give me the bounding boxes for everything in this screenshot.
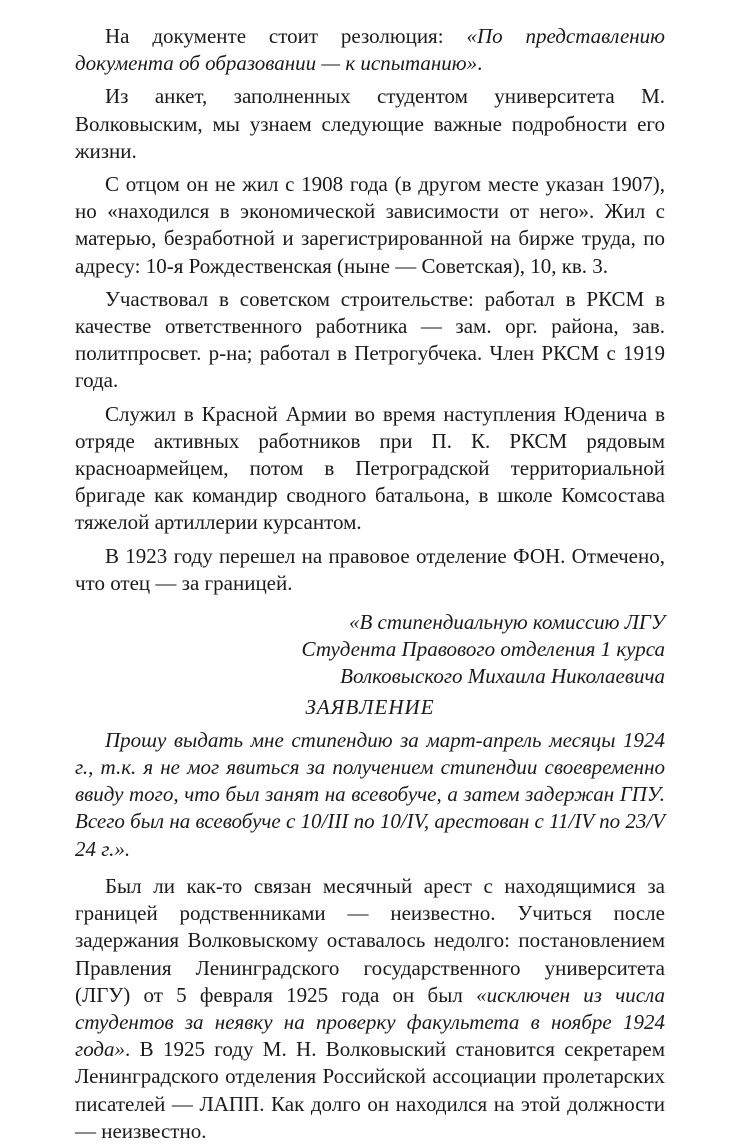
resolution-end: . xyxy=(477,51,483,76)
paragraph-resolution xyxy=(75,23,665,77)
paragraph-soviet-work: Участвовал в советском строительстве: работал в РКСМ в качестве ответственного работника — зам. орг. района, зав. политпросвет. р-на; работал в Петрогубчека. Член РКСМ с 1919 года. xyxy=(75,286,665,393)
address-line-2: Студента Правового отделения 1 курса xyxy=(301,637,665,662)
paragraph-law-department: В 1923 году перешел на правовое отделение ФОН. Отмечено, что отец — за границей. xyxy=(75,543,665,595)
resolution-quote: «По представлению документа об образовании — к испытанию» xyxy=(75,24,665,76)
statement-heading: ЗАЯВЛЕНИЕ xyxy=(305,694,435,719)
paragraph-questionnaire: Из анкет, заполненных студентом университета М. Волковыским, мы узнаем следующие важные подробности его жизни. xyxy=(75,84,665,163)
paragraph-red-army: Служил в Красной Армии во время наступления Юденича в отряде активных работников при П. К. РКСМ рядовым красноармейцем, потом в Петроградской территориальной бригаде как командир сводного батальона, в школе Комсостава тяжелой артиллерии курсантом. xyxy=(75,401,665,535)
paragraph-father: С отцом он не жил с 1908 года (в другом месте указан 1907), но «находился в экономической зависимости от него». Жил с матерью, безработной и зарегистрированной на бирже труда, по адресу: 10-я Рождественская (ныне — Советская), 10, кв. 3. xyxy=(75,172,665,278)
expulsion-quote: «исключен из числа студентов за неявку на проверку факультета в ноябре 1924 года» xyxy=(75,982,665,1062)
resolution-intro: На документе стоит резолюция: xyxy=(105,24,467,48)
paragraph-arrest-expulsion xyxy=(75,873,665,1145)
address-line-3: Волковыского Михаила Николаевича xyxy=(340,664,665,689)
expulsion-text-1: Был ли как-то связан месячный арест с находящимися за границей родственниками — неизвестно. Учиться после задержания Волковыскому оставалось недолго: постановлением Правления Ленинградского государственного университета (ЛГУ) от 5 февраля 1925 года он был xyxy=(75,873,665,1007)
statement-body: Прошу выдать мне стипендию за март-апрель месяцы 1924 г., т.к. я не мог явиться за получением стипендии своевременно ввиду того, что был занят на всевобуче, а затем задержан ГПУ. Всего был на всевобуче с 10/III по 10/IV, арестован с 11/IV по 23/V 24 г.». xyxy=(75,727,665,861)
address-line-1: «В стипендиальную комиссию ЛГУ xyxy=(348,610,665,635)
statement-address-block xyxy=(75,609,665,691)
expulsion-text-2: . В 1925 году М. Н. Волковыский становится секретарем Ленинградского отделения Российской ассоциации пролетарских писателей — ЛАПП. Как долго он находился на этой должности — неизвестно. xyxy=(75,1037,665,1143)
